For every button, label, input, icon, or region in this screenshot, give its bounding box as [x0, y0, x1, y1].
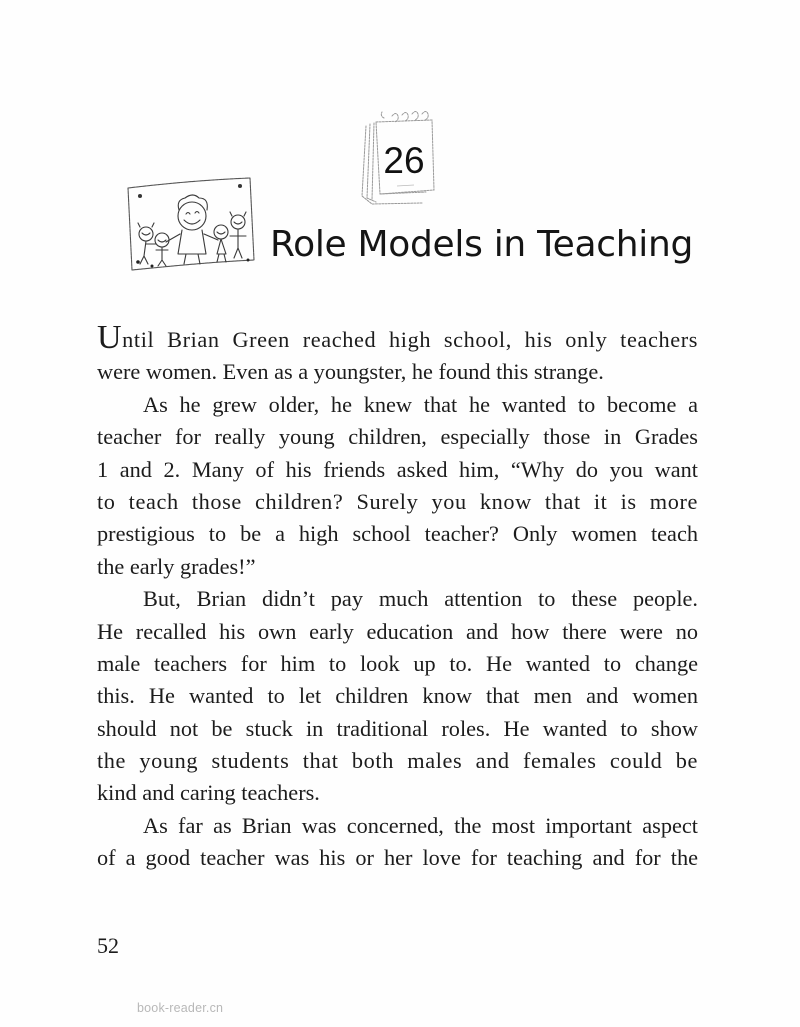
text-line: kind and caring teachers.	[97, 780, 320, 806]
text-line: this. He wanted to let children know that men and women	[97, 683, 698, 709]
watermark: book-reader.cn	[137, 1001, 224, 1015]
chapter-title: Role Models in Teaching	[270, 224, 694, 265]
text-line: He recalled his own early education and how there were no	[97, 618, 698, 644]
text-line: prestigious to be a high school teacher? Only women teach	[97, 521, 698, 547]
text-line: to teach those children? Surely you know that it is more	[97, 488, 698, 514]
text-line: of a good teacher was his or her love for teaching and for the	[97, 845, 698, 871]
text-line: the young students that both males and females could be	[97, 748, 698, 774]
text-line: Until Brian Green reached high school, his only teachers	[97, 319, 698, 356]
text-line: 1 and 2. Many of his friends asked him, “Why do you want	[97, 456, 698, 482]
chapter-number: 26	[383, 140, 425, 181]
chapter-body	[97, 319, 698, 875]
text-line: male teachers for him to look up to. He wanted to change	[97, 650, 698, 676]
text-line: But, Brian didn’t pay much attention to these people.	[143, 586, 698, 612]
text-line: the early grades!”	[97, 553, 256, 579]
text-line: As he grew older, he knew that he wanted to become a	[143, 391, 698, 417]
text-line: teacher for really young children, especially those in Grades	[97, 424, 698, 450]
page-number: 52	[97, 933, 119, 958]
calendar-icon	[352, 108, 442, 208]
text-line: As far as Brian was concerned, the most important aspect	[143, 812, 698, 838]
teacher-children-illustration-icon	[122, 174, 258, 274]
drop-cap: U	[97, 319, 123, 356]
text-line: should not be stuck in traditional roles. He wanted to show	[97, 715, 698, 741]
text-line: were women. Even as a youngster, he found this strange.	[97, 359, 604, 385]
